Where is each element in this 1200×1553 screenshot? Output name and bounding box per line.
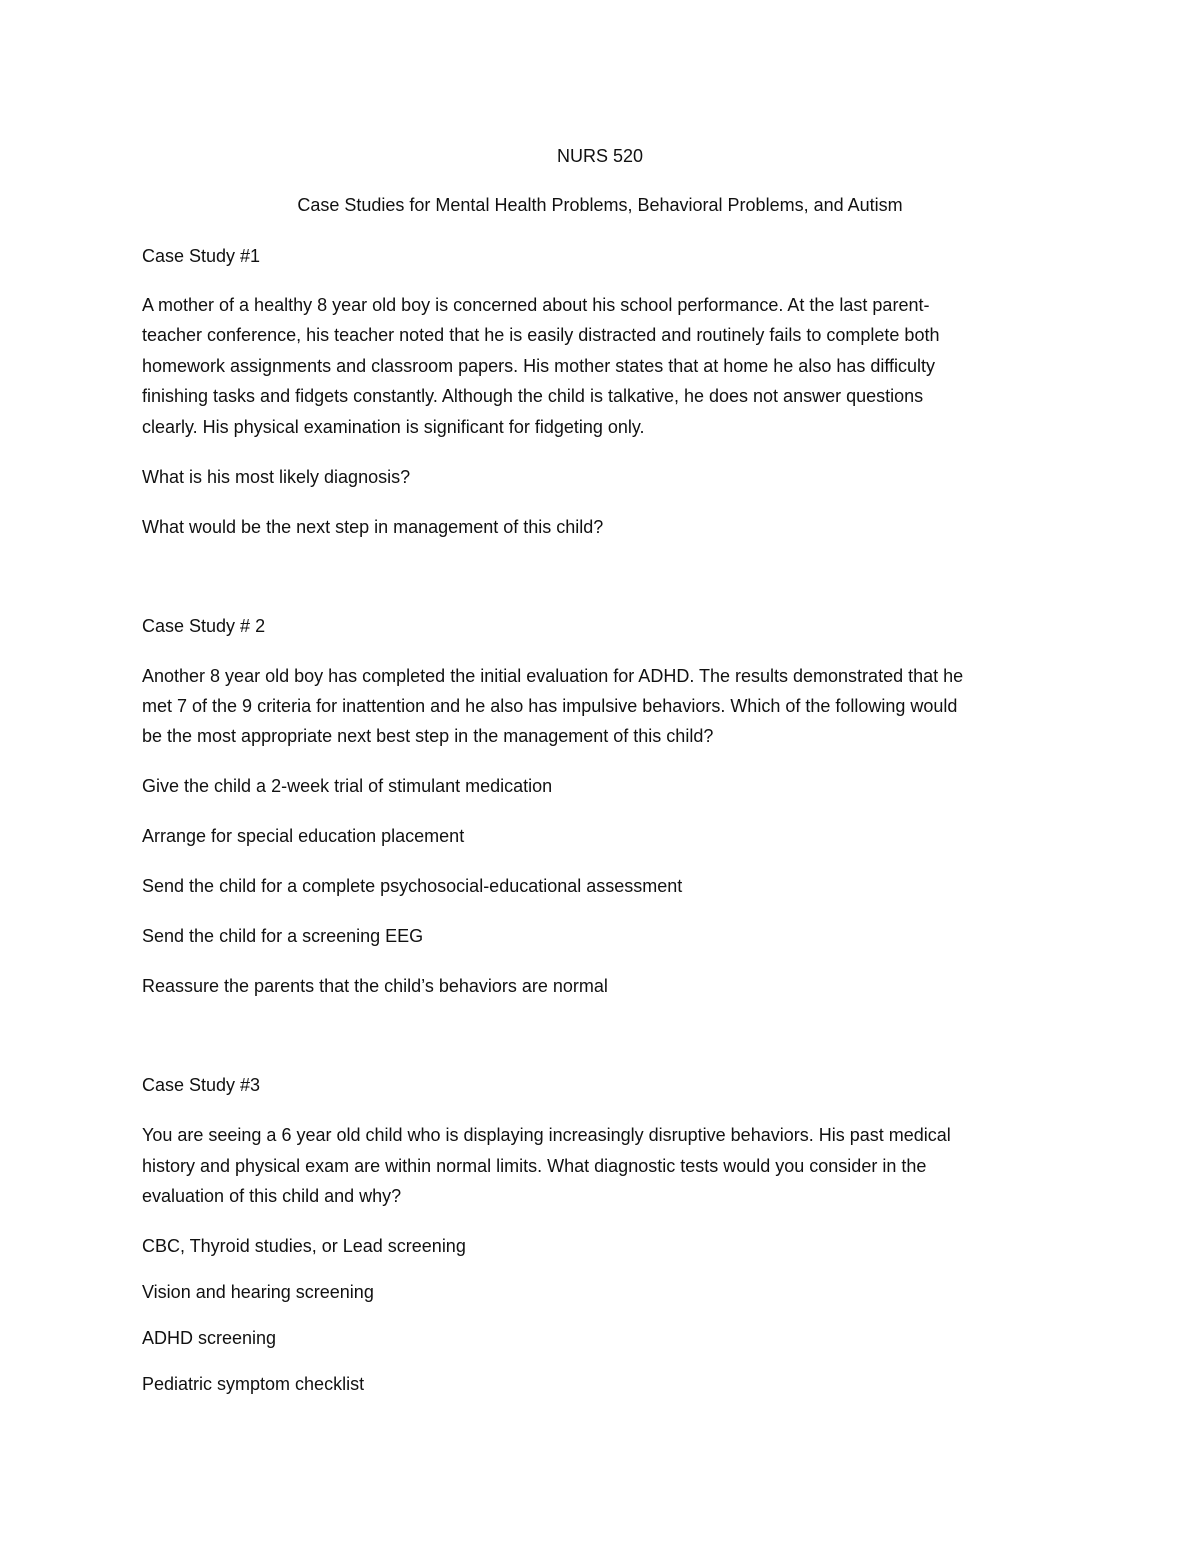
paragraph-line: be the most appropriate next best step in the management of this child?	[142, 726, 714, 746]
case2-option: Give the child a 2-week trial of stimulant medication	[142, 776, 553, 796]
course-title: NURS 520	[556, 146, 644, 166]
case1-question: What would be the next step in management of this child?	[142, 517, 604, 537]
paragraph-line: history and physical exam are within normal limits. What diagnostic tests would you consider in the	[142, 1156, 927, 1176]
paragraph-line: met 7 of the 9 criteria for inattention and he also has impulsive behaviors. Which of the following would	[142, 696, 958, 716]
paragraph-line: teacher conference, his teacher noted that he is easily distracted and routinely fails to complete both	[142, 325, 940, 345]
paragraph-line: homework assignments and classroom papers. His mother states that at home he also has difficulty	[142, 356, 936, 376]
paragraph-line: clearly. His physical examination is significant for fidgeting only.	[142, 417, 645, 437]
case2-option: Send the child for a complete psychosocial-educational assessment	[142, 876, 683, 896]
paragraph-line: You are seeing a 6 year old child who is displaying increasingly disruptive behaviors. His past medical	[142, 1125, 951, 1145]
document-title: Case Studies for Mental Health Problems, Behavioral Problems, and Autism	[297, 195, 903, 215]
case3-heading: Case Study #3	[142, 1075, 261, 1095]
case3-option: Vision and hearing screening	[142, 1282, 374, 1302]
case3-option: CBC, Thyroid studies, or Lead screening	[142, 1236, 466, 1256]
paragraph-line: evaluation of this child and why?	[142, 1186, 402, 1206]
case2-option: Send the child for a screening EEG	[142, 926, 424, 946]
paragraph-line: A mother of a healthy 8 year old boy is concerned about his school performance. At the last parent-	[142, 295, 930, 315]
case3-option: Pediatric symptom checklist	[142, 1374, 365, 1394]
case1-heading: Case Study #1	[142, 246, 261, 266]
paragraph-line: Another 8 year old boy has completed the initial evaluation for ADHD. The results demonstrated that he	[142, 666, 964, 686]
case2-heading: Case Study # 2	[142, 616, 266, 636]
case2-option: Arrange for special education placement	[142, 826, 465, 846]
case2-option: Reassure the parents that the child’s behaviors are normal	[142, 976, 608, 996]
case3-option: ADHD screening	[142, 1328, 277, 1348]
case1-question: What is his most likely diagnosis?	[142, 467, 411, 487]
paragraph-line: finishing tasks and fidgets constantly. Although the child is talkative, he does not answer questions	[142, 386, 924, 406]
